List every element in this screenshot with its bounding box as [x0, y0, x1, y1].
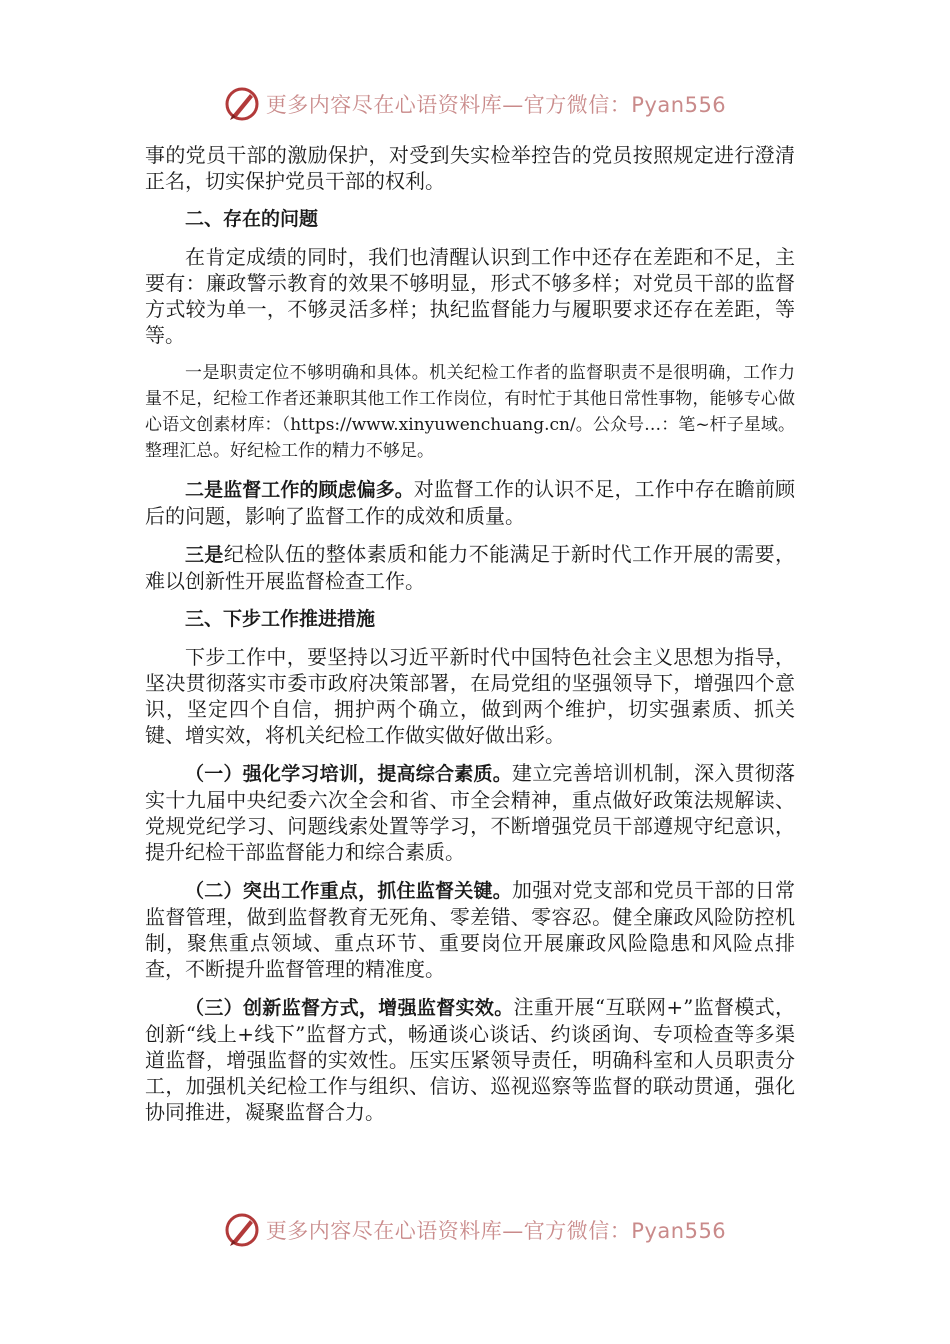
paragraph-text: 建立完善培训机制，深入贯彻落实十九届中央纪委六次全会和省、市全会精神，重点做好政策法规解读、党规党纪学习、问题线索处置等学习，不断增强党员干部遵规守纪意识，提升纪检干部监督能力和综合素质。	[145, 761, 795, 864]
document-body	[145, 142, 795, 1137]
paragraph-text: 纪检队伍的整体素质和能力不能满足于新时代工作开展的需要，难以创新性开展监督检查工作。	[145, 542, 795, 593]
paragraph-problems-summary: 在肯定成绩的同时，我们也清醒认识到工作中还存在差距和不足，主要有：廉政警示教育的效果不够明显，形式不够多样；对党员干部的监督方式较为单一，不够灵活多样；执纪监督能力与履职要求还存在差距，等等。	[145, 245, 795, 347]
paragraph-problem-one: 一是职责定位不够明确和具体。机关纪检工作者的监督职责不是很明确，工作力量不足，纪检工作者还兼职其他工作工作岗位，有时忙于其他日常性事物，能够专心做心语文创素材库：（https://www.xinyuwenchuang.cn/。公众号…：笔~杆子星域。整理汇总。好纪检工作的精力不够足。	[145, 363, 795, 461]
watermark-text: 更多内容尽在心语资料库—官方微信：Pyan556	[265, 1219, 727, 1243]
paragraph-text: 对监督工作的认识不足，工作中存在瞻前顾后的问题，影响了监督工作的成效和质量。	[145, 477, 795, 528]
bold-lead: （一）强化学习培训，提高综合素质。	[185, 763, 512, 785]
paragraph-text: 注重开展“互联网+”监督模式，创新“线上+线下”监督方式，畅通谈心谈话、约谈函询、专项检查等多渠道监督，增强监督的实效性。压实压紧领导责任，明确科室和人员职责分工，加强机关纪检工作与组织、信访、巡视巡察等监督的联动贯通，强化协同推进，凝聚监督合力。	[145, 995, 795, 1124]
paragraph-measures-intro: 下步工作中，要坚持以习近平新时代中国特色社会主义思想为指导，坚决贯彻落实市委市政府决策部署，在局党组的坚强领导下，增强四个意识，坚定四个自信，拥护两个确立，做到两个维护，切实强素质、抓关键、增实效，将机关纪检工作做实做好做出彩。	[145, 645, 795, 747]
paragraph-measure-three	[145, 994, 795, 1125]
footer-watermark-banner	[0, 1208, 950, 1252]
paragraph-continuation: 事的党员干部的激励保护，对受到失实检举控告的党员按照规定进行澄清正名，切实保护党员干部的权利。	[145, 143, 795, 193]
header-watermark-banner	[0, 82, 950, 126]
pen-logo-icon	[224, 86, 260, 122]
watermark-text: 更多内容尽在心语资料库—官方微信：Pyan556	[265, 93, 727, 117]
section-heading-measures: 三、下步工作推进措施	[185, 608, 376, 630]
section-heading-problems: 二、存在的问题	[185, 208, 319, 230]
pen-logo-icon	[224, 1212, 260, 1248]
paragraph-measure-two	[145, 877, 795, 982]
paragraph-measure-one	[145, 760, 795, 865]
bold-lead: （二）突出工作重点，抓住监督关键。	[185, 880, 512, 902]
paragraph-text: 加强对党支部和党员干部的日常监督管理，做到监督教育无死角、零差错、零容忍。健全廉政风险防控机制，聚焦重点领域、重点环节、重要岗位开展廉政风险隐患和风险点排查，不断提升监督管理的精准度。	[145, 878, 795, 981]
paragraph-problem-three	[145, 541, 795, 594]
paragraph-problem-two	[145, 476, 795, 529]
bold-lead: 二是监督工作的顾虑偏多。	[185, 479, 414, 501]
bold-lead: （三）创新监督方式，增强监督实效。	[185, 997, 514, 1019]
bold-lead: 三是	[185, 544, 224, 566]
